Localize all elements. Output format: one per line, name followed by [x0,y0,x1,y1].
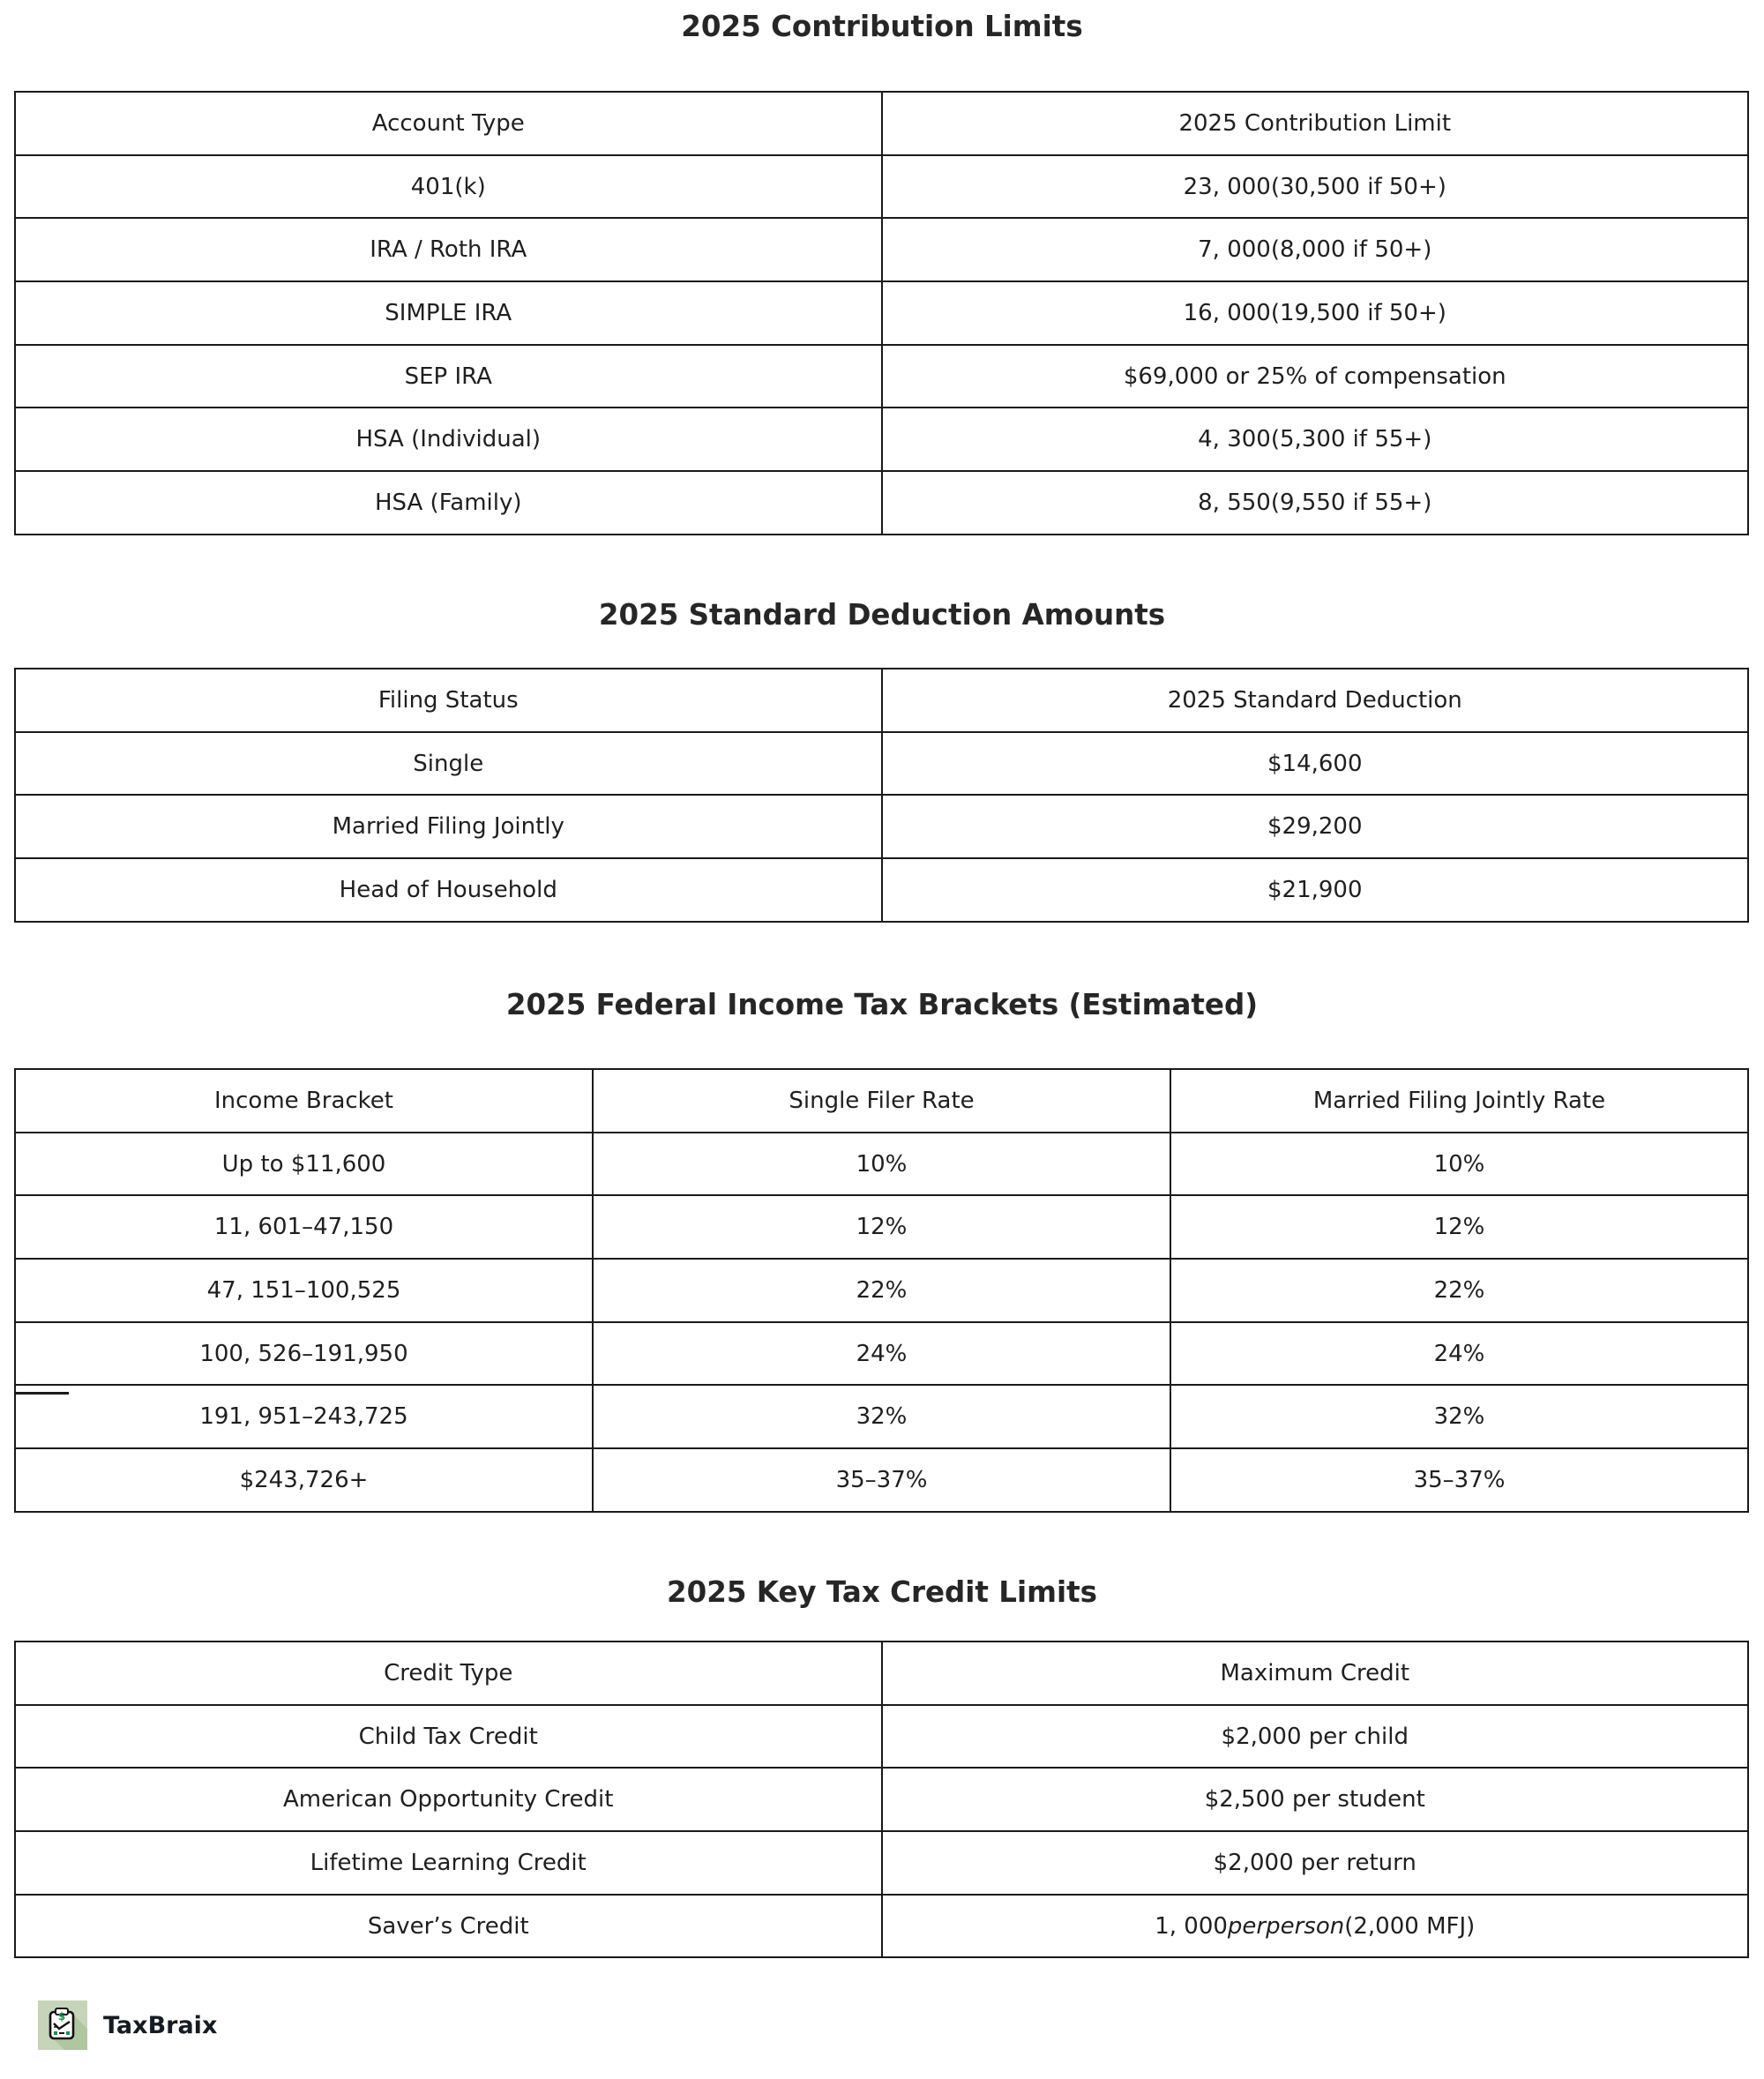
deduction-cell: $14,600 [882,732,1749,796]
clipboard-dollar-check-icon [38,2000,87,2050]
single-rate-cell: 35–37% [593,1448,1170,1512]
contribution-limit-cell: 8, 550(9,550 if 55+) [882,471,1749,535]
mfj-rate-cell: 35–37% [1170,1448,1748,1512]
credit-type-cell: Saver’s Credit [15,1895,882,1958]
credit-type-cell: Lifetime Learning Credit [15,1831,882,1895]
table-header-row [15,669,1748,732]
contribution-limit-cell: 7, 000(8,000 if 50+) [882,218,1749,281]
column-header: Single Filer Rate [593,1069,1170,1133]
table-header-row [15,1642,1748,1705]
column-header: Filing Status [15,669,882,732]
table-row [15,1133,1748,1196]
mfj-rate-cell: 22% [1170,1259,1748,1322]
deduction-cell: $21,900 [882,858,1749,922]
table-row [15,218,1748,281]
single-rate-cell: 22% [593,1259,1170,1322]
max-credit-cell: $2,500 per student [882,1768,1749,1831]
account-type-cell: 401(k) [15,155,882,219]
max-credit-note: (2,000 MFJ) [1344,1912,1476,1940]
column-header: Credit Type [15,1642,882,1705]
single-rate-cell: 12% [593,1195,1170,1259]
contribution-limit-cell: 23, 000(30,500 if 50+) [882,155,1749,219]
tax-credits-table [14,1641,1749,1958]
contribution-limit-cell: 16, 000(19,500 if 50+) [882,281,1749,345]
income-bracket-cell: 191, 951–243,725 [15,1385,593,1448]
credit-type-cell: Child Tax Credit [15,1705,882,1769]
table-row [15,1705,1748,1769]
income-bracket-cell: 47, 151–100,525 [15,1259,593,1322]
svg-text:$: $ [57,2010,66,2023]
table-row [15,1448,1748,1512]
account-type-cell: IRA / Roth IRA [15,218,882,281]
single-rate-cell: 32% [593,1385,1170,1448]
tax-credits-title: 2025 Key Tax Credit Limits [666,1575,1098,1609]
column-header: 2025 Contribution Limit [882,92,1749,155]
table-row [15,1195,1748,1259]
mfj-rate-cell: 32% [1170,1385,1748,1448]
table-row [15,408,1748,471]
standard-deduction-table [14,668,1749,923]
deduction-cell: $29,200 [882,795,1749,858]
account-type-cell: SEP IRA [15,345,882,408]
income-bracket-cell: 100, 526–191,950 [15,1322,593,1386]
table-row [15,1768,1748,1831]
table-row [15,345,1748,408]
table-row [15,1831,1748,1895]
filing-status-cell: Head of Household [15,858,882,922]
row-divider-artifact [16,1392,69,1395]
mfj-rate-cell: 12% [1170,1195,1748,1259]
contribution-limit-cell: 4, 300(5,300 if 55+) [882,408,1749,471]
table-row [15,795,1748,858]
table-header-row [15,92,1748,155]
table-row [15,1259,1748,1322]
single-rate-cell: 10% [593,1133,1170,1196]
contribution-limits-title: 2025 Contribution Limits [681,10,1083,43]
max-credit-cell: $2,000 per return [882,1831,1749,1895]
table-row [15,1895,1748,1958]
column-header: 2025 Standard Deduction [882,669,1749,732]
column-header: Married Filing Jointly Rate [1170,1069,1748,1133]
income-bracket-cell: Up to $11,600 [15,1133,593,1196]
mfj-rate-cell: 10% [1170,1133,1748,1196]
mfj-rate-cell: 24% [1170,1322,1748,1386]
table-row [15,471,1748,535]
table-row [15,1385,1748,1448]
table-header-row [15,1069,1748,1133]
max-credit-cell [882,1895,1749,1958]
table-row [15,1322,1748,1386]
column-header: Maximum Credit [882,1642,1749,1705]
credit-type-cell: American Opportunity Credit [15,1768,882,1831]
tax-brackets-title: 2025 Federal Income Tax Brackets (Estimated) [505,988,1259,1021]
filing-status-cell: Single [15,732,882,796]
standard-deduction-title: 2025 Standard Deduction Amounts [598,598,1166,632]
account-type-cell: SIMPLE IRA [15,281,882,345]
income-bracket-cell: 11, 601–47,150 [15,1195,593,1259]
account-type-cell: HSA (Family) [15,471,882,535]
brand-name: TaxBraix [103,2011,218,2039]
filing-status-cell: Married Filing Jointly [15,795,882,858]
max-credit-cell: $2,000 per child [882,1705,1749,1769]
table-row [15,281,1748,345]
contribution-limit-cell: $69,000 or 25% of compensation [882,345,1749,408]
max-credit-italic-text: perperson [1227,1912,1345,1940]
column-header: Account Type [15,92,882,155]
single-rate-cell: 24% [593,1322,1170,1386]
account-type-cell: HSA (Individual) [15,408,882,471]
income-bracket-cell: $243,726+ [15,1448,593,1512]
table-row [15,858,1748,922]
max-credit-amount: 1, 000 [1155,1912,1228,1940]
table-row [15,732,1748,796]
brand-footer [38,2000,217,2050]
contribution-limits-table [14,91,1749,535]
column-header: Income Bracket [15,1069,593,1133]
table-row [15,155,1748,219]
tax-brackets-table [14,1068,1749,1513]
